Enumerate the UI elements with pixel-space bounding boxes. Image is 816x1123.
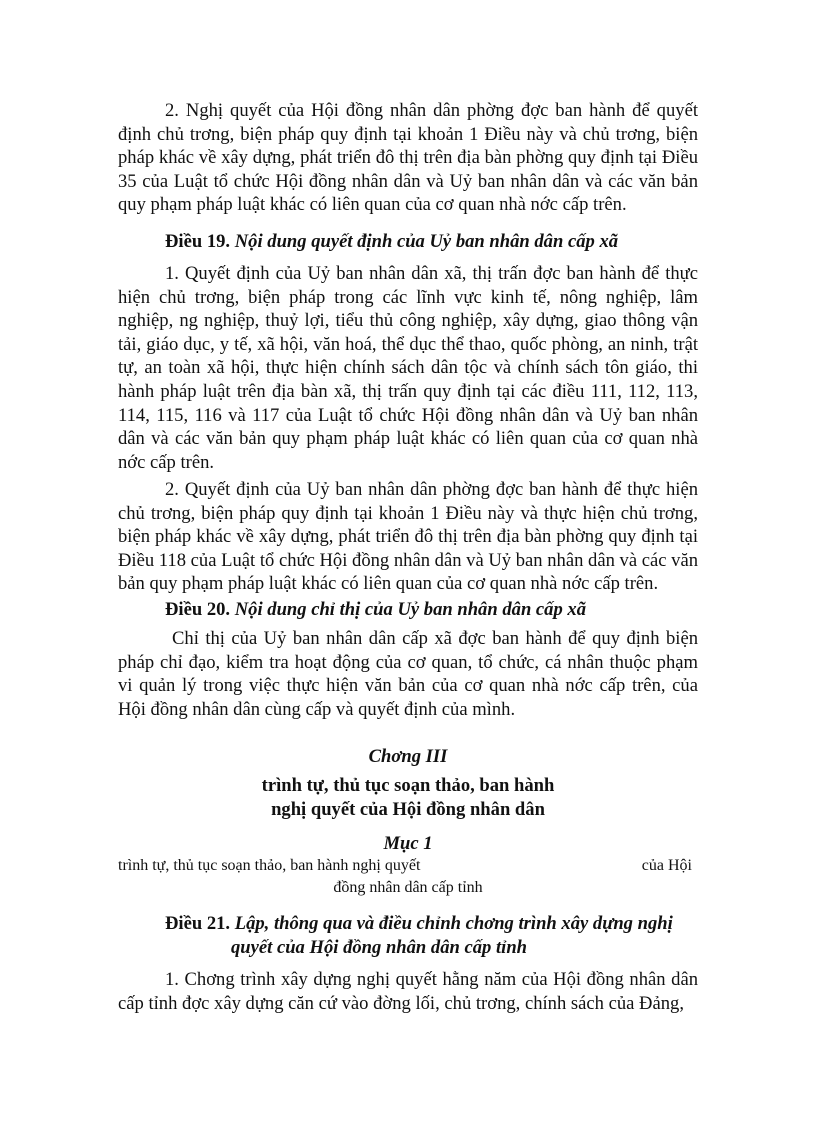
section-subtitle-right: của Hội — [641, 857, 692, 874]
paragraph-art20-body: Chỉ thị của Uỷ ban nhân dân cấp xã đợc ban hành để quy định biện pháp chỉ đạo, kiểm tra hoạt động của cơ quan, tổ chức, cá nhân thuộc phạm vi quản lý trong việc thực hiện văn bản của cơ quan nhà nớc cấp trên, của Hội đồng nhân dân cùng cấp và quyết định của mình. — [118, 628, 698, 720]
chapter-label: Chơng III — [368, 746, 448, 767]
article-20-heading — [118, 598, 698, 622]
chapter-title-line2: nghị quyết của Hội đồng nhân dân — [271, 799, 545, 820]
article-21-title-line1: Lập, thông qua và điều chỉnh chơng trình xây dựng nghị — [234, 913, 673, 934]
article-21-title-line2: quyết của Hội đồng nhân dân cấp tỉnh — [231, 936, 528, 958]
section-subtitle-line2: đồng nhân dân cấp tỉnh — [333, 879, 483, 896]
paragraph-art19-clause1: 1. Quyết định của Uỷ ban nhân dân xã, thị trấn đợc ban hành để thực hiện chủ trơng, biện pháp trong các lĩnh vực kinh tế, nông nghiệp, lâm nghiệp, ng nghiệp, thuỷ lợi, tiểu thủ công nghiệp, xây dựng, giao thông vận tải, giáo dục, y tế, xã hội, văn hoá, thể dục thể thao, quốc phòng, an ninh, trật tự, an toàn xã hội, thực hiện chính sách dân tộc và chính sách tôn giáo, thi hành pháp luật trên địa bàn xã, thị trấn quy định tại các điều 111, 112, 113, 114, 115, 116 và 117 của Luật tổ chức Hội đồng nhân dân và Uỷ ban nhân dân và các văn bản quy phạm pháp luật khác có liên quan của cơ quan nhà nớc cấp trên. — [118, 263, 698, 473]
paragraph-art19-clause2: 2. Quyết định của Uỷ ban nhân dân phờng đợc ban hành để thực hiện chủ trơng, biện pháp quy định tại khoản 1 Điều này và thực hiện chủ trơng, biện pháp khác về xây dựng, phát triển đô thị trên địa bàn phờng quy định tại Điều 118 của Luật tổ chức Hội đồng nhân dân và Uỷ ban nhân dân và các văn bản quy phạm pháp luật khác có liên quan của cơ quan nhà nớc cấp trên. — [118, 479, 698, 595]
section-label: Mục 1 — [383, 833, 433, 854]
paragraph-art18-clause2: 2. Nghị quyết của Hội đồng nhân dân phờng đợc ban hành để quyết định chủ trơng, biện pháp quy định tại khoản 1 Điều này và chủ trơng, biện pháp khác về xây dựng, phát triển đô thị trên địa bàn phờng quy định tại Điều 35 của Luật tổ chức Hội đồng nhân dân và Uỷ ban nhân dân và các văn bản quy phạm pháp luật khác có liên quan của cơ quan nhà nớc cấp trên. — [118, 100, 698, 216]
article-20-title: Nội dung chỉ thị của Uỷ ban nhân dân cấp xã — [234, 599, 587, 620]
article-19-heading — [118, 230, 698, 254]
article-21-heading-line1 — [118, 912, 698, 936]
paragraph-art21-clause1: 1. Chơng trình xây dựng nghị quyết hằng năm của Hội đồng nhân dân cấp tỉnh đợc xây dựng căn cứ vào đờng lối, chủ trơng, chính sách của Đảng, — [118, 969, 698, 1014]
article-20-label: Điều 20. — [165, 599, 231, 620]
article-19-label: Điều 19. — [165, 231, 231, 252]
section-subtitle-left: trình tự, thủ tục soạn thảo, ban hành nghị quyết — [118, 857, 421, 874]
article-19-title: Nội dung quyết định của Uỷ ban nhân dân cấp xã — [234, 231, 619, 252]
article-21-heading — [118, 912, 698, 959]
chapter-title-line1: trình tự, thủ tục soạn thảo, ban hành — [261, 775, 555, 796]
article-21-label: Điều 21. — [165, 913, 231, 934]
